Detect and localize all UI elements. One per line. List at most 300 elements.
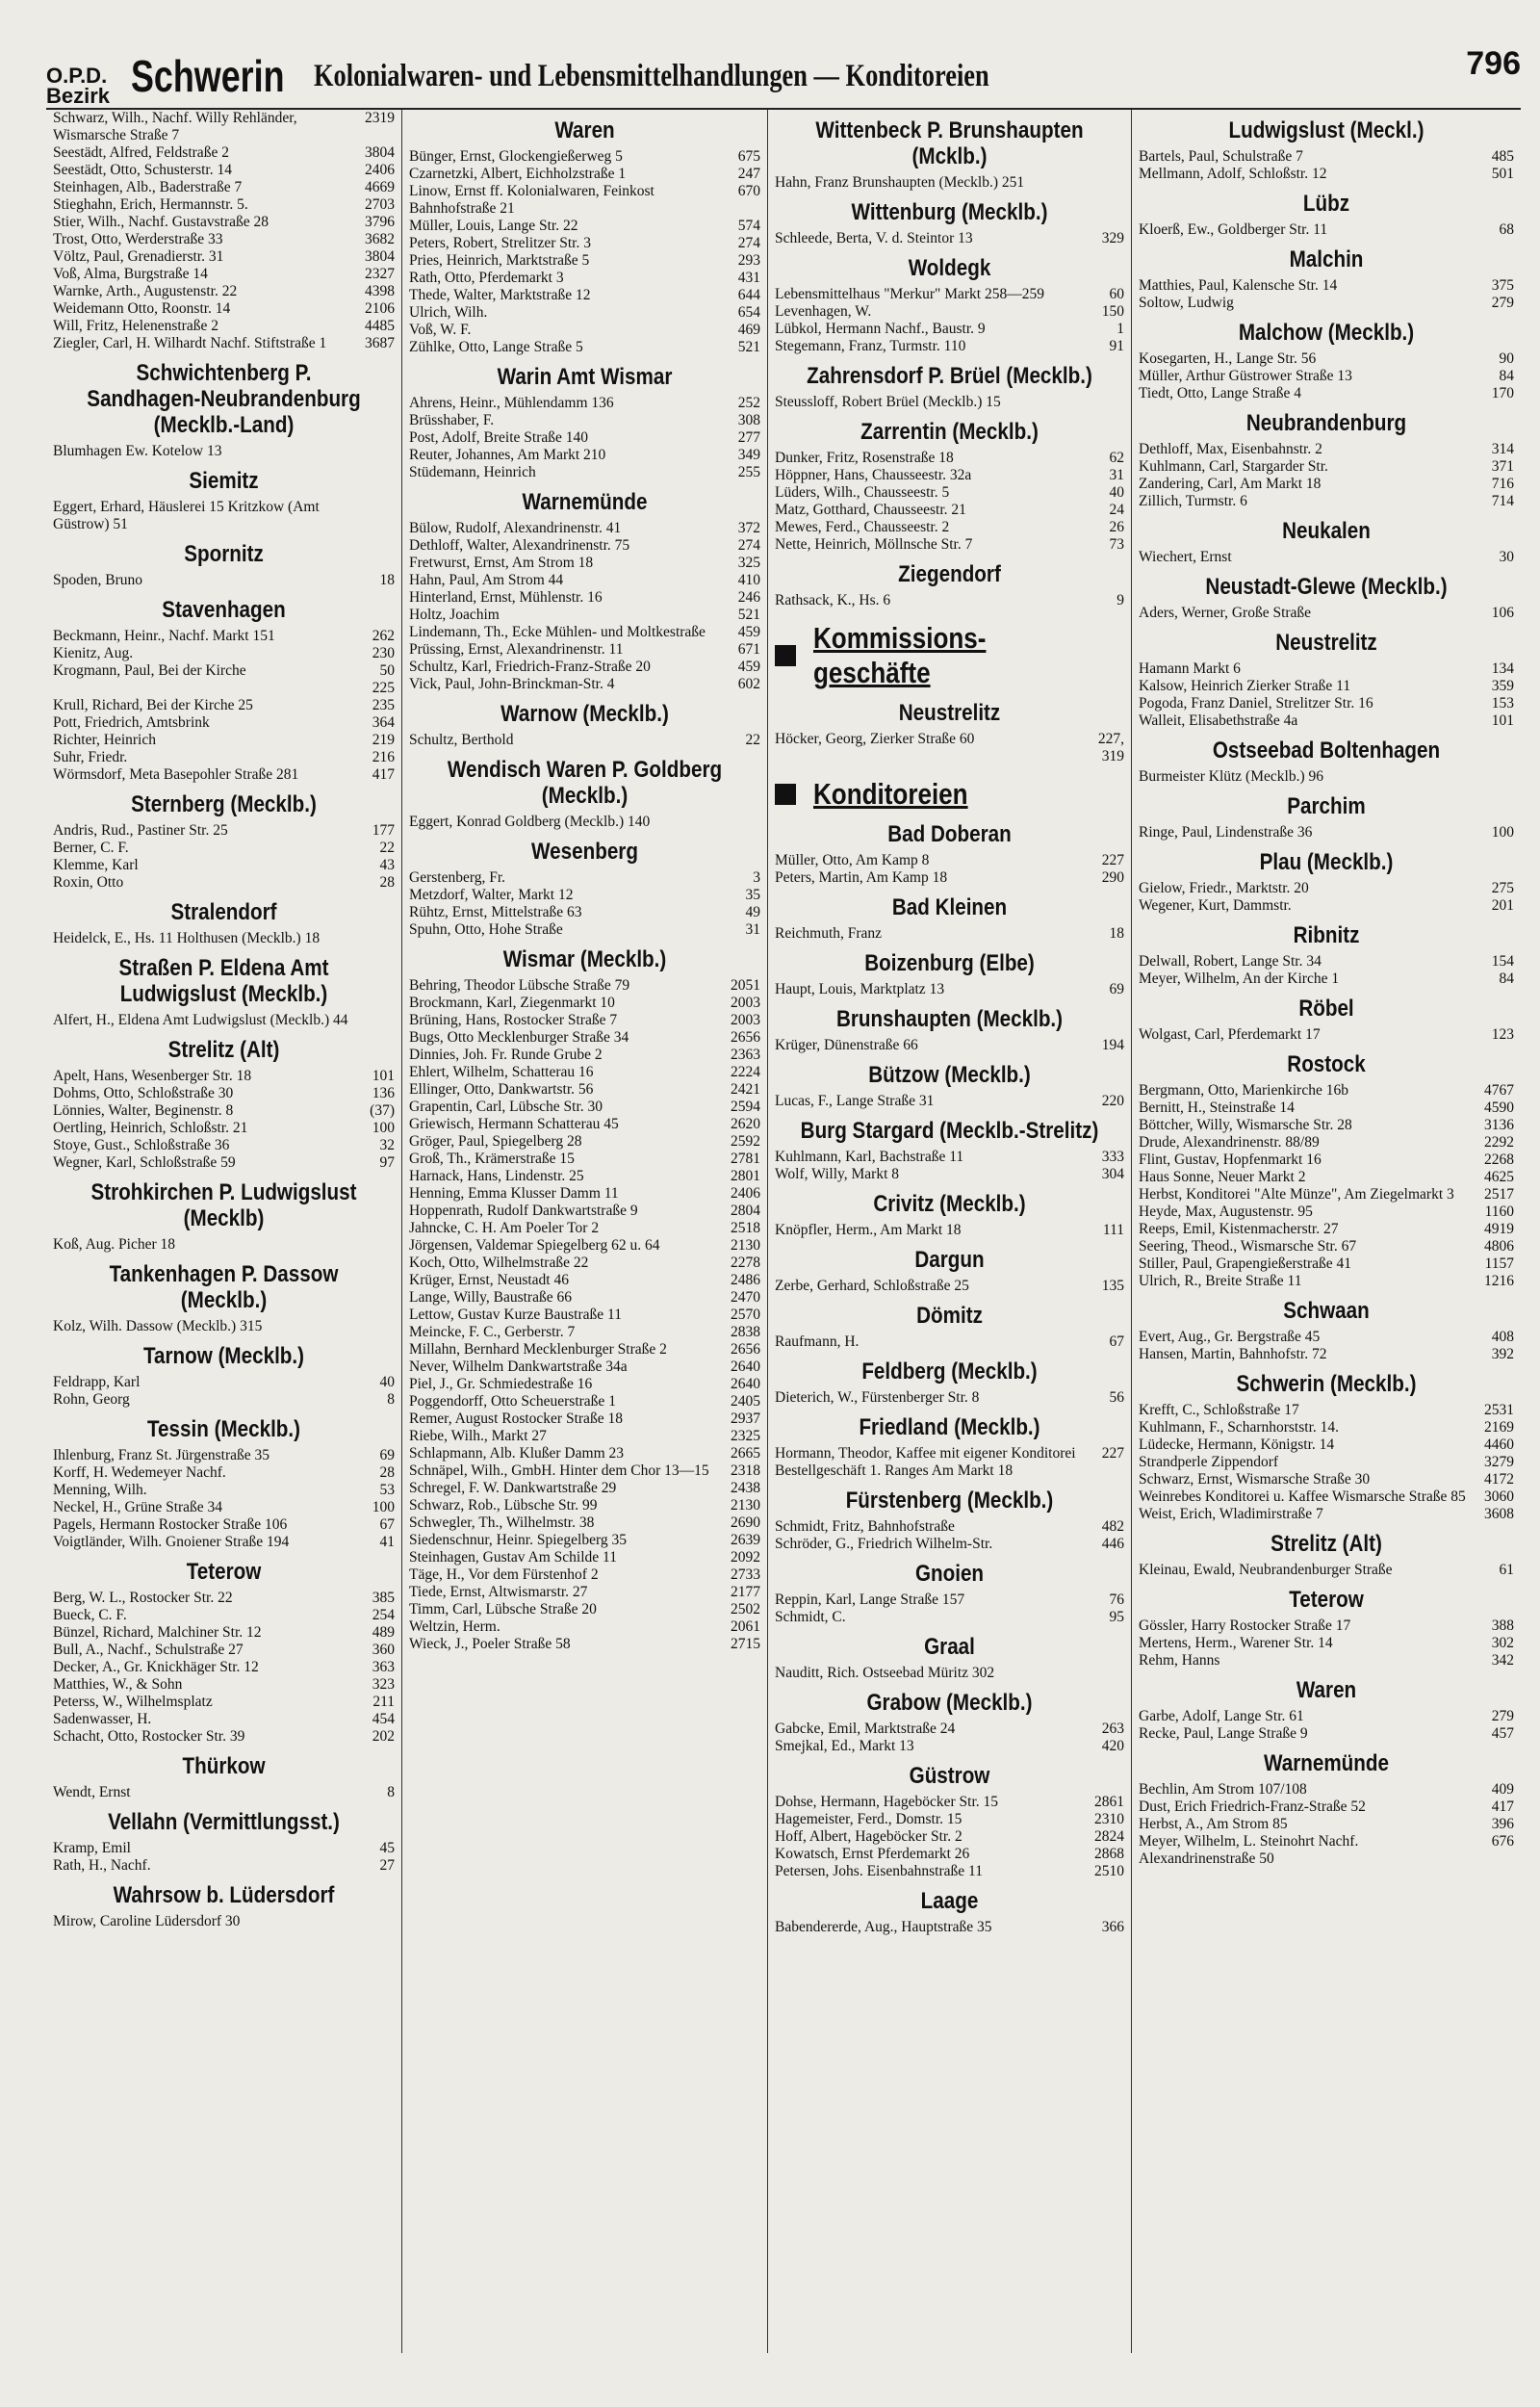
directory-entry xyxy=(409,1601,760,1618)
entry-name: Zerbe, Gerhard, Schloßstraße 25 xyxy=(775,1278,969,1294)
town-heading: Tarnow (Mecklb.) xyxy=(142,1343,305,1369)
entry-name: Warnke, Arth., Augustenstr. 22 xyxy=(53,283,238,299)
town-heading: Boizenburg (Elbe) xyxy=(864,950,1035,976)
entry-name: Koß, Aug. Picher 18 xyxy=(53,1236,176,1253)
entry-phone: 4460 xyxy=(1484,1436,1514,1453)
entry-phone: 469 xyxy=(737,322,760,338)
entry-phone: 31 xyxy=(1109,467,1124,483)
entry-name: Reppin, Karl, Lange Straße 157 xyxy=(775,1592,965,1608)
directory-entry xyxy=(53,1499,395,1516)
entry-name: Haus Sonne, Neuer Markt 2 xyxy=(1139,1169,1306,1185)
entry-name: Kienitz, Aug. xyxy=(53,645,134,661)
directory-entry xyxy=(1139,476,1514,493)
directory-entry xyxy=(775,450,1124,467)
entry-phone: 73 xyxy=(1109,536,1124,553)
entry-phone: 2868 xyxy=(1094,1846,1124,1862)
entry-phone: 4767 xyxy=(1484,1082,1514,1099)
entry-phone: 2061 xyxy=(731,1618,760,1635)
directory-entry xyxy=(53,266,395,283)
directory-entry xyxy=(1139,1026,1514,1044)
town-heading: Stavenhagen xyxy=(162,597,286,623)
directory-entry xyxy=(1139,1238,1514,1255)
directory-entry xyxy=(409,1116,760,1133)
entry-name: Peterss, W., Wilhelmsplatz xyxy=(53,1694,213,1710)
entry-phone: 4485 xyxy=(365,318,395,334)
directory-entry xyxy=(1139,441,1514,458)
entry-name: Menning, Wilh. xyxy=(53,1482,147,1498)
entry-phone: 385 xyxy=(372,1590,395,1606)
directory-entry xyxy=(1139,350,1514,368)
town-heading: Güstrow xyxy=(909,1763,990,1789)
directory-entry xyxy=(775,925,1124,943)
town-heading: Brunshaupten (Mecklb.) xyxy=(835,1006,1064,1032)
directory-entry xyxy=(409,1376,760,1393)
directory-entry xyxy=(1139,1471,1514,1488)
entry-name: Blumhagen Ew. Kotelow 13 xyxy=(53,443,222,459)
entry-phone: 290 xyxy=(1101,869,1124,886)
town-heading: Burg Stargard (Mecklb.-Strelitz) xyxy=(800,1118,1099,1144)
town-heading: Schwaan xyxy=(1283,1298,1370,1324)
directory-entry xyxy=(1139,660,1514,678)
entry-name: Pries, Heinrich, Marktstraße 5 xyxy=(409,252,590,269)
directory-entry xyxy=(775,1166,1124,1183)
directory-entry xyxy=(775,1222,1124,1239)
directory-entry xyxy=(409,1480,760,1497)
entry-phone: 22 xyxy=(379,840,395,856)
entry-name: Gielow, Friedr., Marktstr. 20 xyxy=(1139,880,1309,896)
entry-phone: 30 xyxy=(1499,549,1514,565)
directory-entry xyxy=(53,930,395,947)
entry-phone: 2406 xyxy=(731,1185,760,1202)
directory-entry xyxy=(53,1236,395,1254)
entry-name: Stegemann, Franz, Turmstr. 110 xyxy=(775,338,966,354)
entry-phone: 670 xyxy=(737,183,760,199)
entry-phone: 359 xyxy=(1491,678,1514,694)
entry-name: Wendt, Ernst xyxy=(53,1784,131,1800)
entry-name: Bechlin, Am Strom 107/108 xyxy=(1139,1781,1307,1798)
directory-entry xyxy=(409,1185,760,1203)
directory-entry xyxy=(53,1068,395,1085)
entry-phone: 360 xyxy=(372,1642,395,1658)
entry-name: Drude, Alexandrinenstr. 88/89 xyxy=(1139,1134,1320,1151)
town-heading: Waren xyxy=(1296,1677,1357,1703)
directory-entry xyxy=(53,196,395,214)
entry-name: Zandering, Carl, Am Markt 18 xyxy=(1139,476,1322,492)
directory-entry xyxy=(1139,1402,1514,1419)
directory-entry xyxy=(409,814,760,831)
entry-name: Berner, C. F. xyxy=(53,840,129,856)
section-heading xyxy=(775,777,1124,812)
directory-entry xyxy=(775,1518,1124,1536)
entry-name: Schmidt, Fritz, Bahnhofstraße xyxy=(775,1518,955,1535)
directory-entry xyxy=(409,1289,760,1307)
entry-phone: 2106 xyxy=(365,300,395,317)
entry-phone: 2824 xyxy=(1094,1828,1124,1845)
entry-phone: 227, 319 xyxy=(1097,731,1124,764)
entry-name: Fretwurst, Ernst, Am Strom 18 xyxy=(409,555,594,571)
entry-name: Krefft, C., Schloßstraße 17 xyxy=(1139,1402,1299,1418)
directory-entry xyxy=(53,1642,395,1659)
page-title: Kolonialwaren- und Lebensmittelhandlungen — Konditoreien xyxy=(314,59,989,93)
directory-entry xyxy=(775,1846,1124,1863)
directory-entry xyxy=(53,144,395,162)
entry-phone: 574 xyxy=(737,218,760,234)
entry-phone: 106 xyxy=(1491,605,1514,621)
directory-entry xyxy=(409,1255,760,1272)
entry-phone: 2656 xyxy=(731,1341,760,1358)
entry-phone: 2318 xyxy=(731,1462,760,1479)
entry-phone: 2310 xyxy=(1094,1811,1124,1827)
directory-entry xyxy=(1139,1635,1514,1652)
directory-entry xyxy=(775,1919,1124,1936)
directory-entry xyxy=(409,921,760,939)
directory-entry xyxy=(409,572,760,589)
directory-entry xyxy=(53,749,395,766)
directory-entry xyxy=(775,1389,1124,1407)
directory-entry xyxy=(1139,1117,1514,1134)
directory-entry xyxy=(1139,277,1514,295)
entry-name: Kloerß, Ew., Goldberger Str. 11 xyxy=(1139,221,1328,238)
entry-name: Kalsow, Heinrich Zierker Straße 11 xyxy=(1139,678,1351,694)
directory-entry xyxy=(1139,493,1514,510)
entry-phone: 18 xyxy=(379,572,395,588)
entry-phone: 60 xyxy=(1109,286,1124,302)
entry-name: Mertens, Herm., Warener Str. 14 xyxy=(1139,1635,1333,1651)
entry-phone: 8 xyxy=(387,1391,395,1408)
entry-phone: 2268 xyxy=(1484,1152,1514,1168)
entry-phone: 4919 xyxy=(1484,1221,1514,1237)
entry-name: Wolgast, Carl, Pferdemarkt 17 xyxy=(1139,1026,1321,1043)
entry-name: Kolz, Wilh. Dassow (Mecklb.) 315 xyxy=(53,1318,263,1334)
directory-entry xyxy=(409,887,760,904)
entry-name: Linow, Ernst ff. Kolonialwaren, Feinkost Bahnhofstraße 21 xyxy=(409,183,654,217)
entry-phone: 252 xyxy=(737,395,760,411)
directory-entry xyxy=(409,1341,760,1359)
entry-name: Krogmann, Paul, Bei der Kirche xyxy=(53,662,246,679)
town-heading: Warin Amt Wismar xyxy=(497,364,673,390)
directory-entry xyxy=(1139,971,1514,988)
entry-phone: 43 xyxy=(379,857,395,873)
entry-phone: 246 xyxy=(737,589,760,606)
entry-phone: 274 xyxy=(737,235,760,251)
directory-entry xyxy=(409,904,760,921)
entry-name: Lucas, F., Lange Straße 31 xyxy=(775,1093,935,1109)
town-heading: Rostock xyxy=(1287,1051,1366,1077)
town-heading: Tankenhagen P. Dassow (Mecklb.) xyxy=(109,1261,339,1313)
entry-phone: 366 xyxy=(1101,1919,1124,1935)
directory-entry xyxy=(775,467,1124,484)
directory-entry xyxy=(1139,166,1514,183)
district-label: O.P.D. Bezirk xyxy=(46,64,111,108)
entry-phone: 2169 xyxy=(1484,1419,1514,1436)
directory-entry xyxy=(775,1093,1124,1110)
entry-phone: 123 xyxy=(1491,1026,1514,1043)
town-heading: Dömitz xyxy=(916,1303,983,1329)
town-heading: Strelitz (Alt) xyxy=(1270,1531,1382,1557)
entry-phone: 3682 xyxy=(365,231,395,247)
directory-entry xyxy=(409,287,760,304)
directory-entry xyxy=(1139,678,1514,695)
entry-name: Haupt, Louis, Marktplatz 13 xyxy=(775,981,945,997)
entry-phone: 375 xyxy=(1491,277,1514,294)
entry-name: Never, Wilhelm Dankwartstraße 34a xyxy=(409,1359,628,1375)
entry-phone: 325 xyxy=(737,555,760,571)
page-number: 796 xyxy=(1466,45,1521,82)
section-label: Kommissions- geschäfte xyxy=(813,621,987,689)
entry-name: Stiller, Paul, Grapengießerstraße 41 xyxy=(1139,1255,1352,1272)
directory-entry xyxy=(775,1445,1124,1480)
directory-entry xyxy=(409,1636,760,1653)
entry-phone: 91 xyxy=(1109,338,1124,354)
entry-name: Brockmann, Karl, Ziegenmarkt 10 xyxy=(409,995,615,1011)
entry-phone: 342 xyxy=(1491,1652,1514,1669)
entry-name: Apelt, Hans, Wesenberger Str. 18 xyxy=(53,1068,252,1084)
directory-entry xyxy=(1139,1186,1514,1204)
entry-name: Aders, Werner, Große Straße xyxy=(1139,605,1312,621)
directory-entry xyxy=(775,286,1124,303)
entry-phone: 194 xyxy=(1101,1037,1124,1053)
directory-entry xyxy=(409,555,760,572)
entry-name: Hansen, Martin, Bahnhofstr. 72 xyxy=(1139,1346,1327,1362)
entry-name: Reichmuth, Franz xyxy=(775,925,883,942)
entry-name: Babendererde, Aug., Hauptstraße 35 xyxy=(775,1919,992,1935)
entry-phone: 2937 xyxy=(731,1411,760,1427)
directory-entry xyxy=(775,981,1124,998)
directory-entry xyxy=(409,1081,760,1099)
directory-entry xyxy=(409,1549,760,1566)
directory-entry xyxy=(409,1566,760,1584)
directory-entry xyxy=(1139,1725,1514,1743)
entry-name: Lettow, Gustav Kurze Baustraße 11 xyxy=(409,1307,622,1323)
directory-entry xyxy=(1139,221,1514,239)
entry-name: Hahn, Franz Brunshaupten (Mecklb.) 251 xyxy=(775,174,1025,191)
entry-name: Meyer, Wilhelm, An der Kirche 1 xyxy=(1139,971,1340,987)
directory-entry xyxy=(409,1203,760,1220)
entry-name: Flint, Gustav, Hopfenmarkt 16 xyxy=(1139,1152,1322,1168)
directory-entry xyxy=(1139,1652,1514,1669)
directory-entry xyxy=(409,447,760,464)
directory-entry xyxy=(1139,880,1514,897)
entry-phone: 68 xyxy=(1499,221,1514,238)
entry-name: Schlapmann, Alb. Klußer Damm 23 xyxy=(409,1445,624,1462)
town-heading: Schwichtenberg P. Sandhagen-Neubrandenburg (Mecklb.-Land) xyxy=(87,360,361,438)
entry-name: Garbe, Adolf, Lange Str. 61 xyxy=(1139,1708,1304,1724)
entry-name: Wiechert, Ernst xyxy=(1139,549,1232,565)
entry-phone: 2640 xyxy=(731,1376,760,1392)
entry-name: Wegner, Karl, Schloßstraße 59 xyxy=(53,1154,236,1171)
directory-entry xyxy=(409,1133,760,1151)
directory-entry xyxy=(53,1624,395,1642)
town-heading: Grabow (Mecklb.) xyxy=(866,1690,1033,1716)
directory-entry xyxy=(1139,1436,1514,1454)
directory-entry xyxy=(409,1029,760,1047)
directory-entry xyxy=(53,1374,395,1391)
directory-entry xyxy=(409,218,760,235)
directory-entry xyxy=(53,1012,395,1029)
entry-phone: 216 xyxy=(372,749,395,765)
directory-entry xyxy=(775,1149,1124,1166)
entry-phone: 2406 xyxy=(365,162,395,178)
directory-entry xyxy=(1139,1346,1514,1363)
entry-phone: 202 xyxy=(372,1728,395,1745)
entry-phone: 371 xyxy=(1491,458,1514,475)
entry-phone: 2690 xyxy=(731,1514,760,1531)
entry-phone: 4398 xyxy=(365,283,395,299)
town-heading: Ludwigslust (Meckl.) xyxy=(1228,117,1424,143)
town-heading: Wahrsow b. Lüdersdorf xyxy=(113,1882,335,1908)
entry-name: Thede, Walter, Marktstraße 12 xyxy=(409,287,591,303)
directory-entry xyxy=(1139,1618,1514,1635)
entry-phone xyxy=(350,499,395,533)
entry-name: Kleinau, Ewald, Neubrandenburger Straße xyxy=(1139,1562,1393,1578)
entry-name: Poggendorff, Otto Scheuerstraße 1 xyxy=(409,1393,616,1410)
entry-name: Bernitt, H., Steinstraße 14 xyxy=(1139,1100,1295,1116)
directory-entry xyxy=(775,869,1124,887)
entry-phone: 49 xyxy=(745,904,760,920)
entry-phone: 459 xyxy=(737,624,760,640)
entry-name: Krull, Richard, Bei der Kirche 25 xyxy=(53,697,253,713)
entry-phone: 254 xyxy=(372,1607,395,1623)
entry-phone: 420 xyxy=(1101,1738,1124,1754)
town-heading: Teterow xyxy=(186,1559,262,1585)
directory-entry xyxy=(1139,824,1514,841)
entry-name: Walleit, Elisabethstraße 4a xyxy=(1139,712,1298,729)
entry-phone: 235 xyxy=(372,697,395,713)
directory-entry xyxy=(53,1694,395,1711)
directory-entry xyxy=(775,852,1124,869)
directory-entry xyxy=(53,874,395,892)
entry-name: Müller, Arthur Güstrower Straße 13 xyxy=(1139,368,1352,384)
entry-name: Hagemeister, Ferd., Domstr. 15 xyxy=(775,1811,962,1827)
entry-name: Oertling, Heinrich, Schloßstr. 21 xyxy=(53,1120,248,1136)
entry-name: Stieghahn, Erich, Hermannstr. 5. xyxy=(53,196,248,213)
entry-name: Schmidt, C. xyxy=(775,1609,846,1625)
directory-entry xyxy=(53,1102,395,1120)
directory-entry xyxy=(53,1711,395,1728)
directory-entry xyxy=(1139,953,1514,971)
directory-entry xyxy=(1139,1329,1514,1346)
directory-entry xyxy=(1139,1454,1514,1471)
town-heading: Zahrensdorf P. Brüel (Mecklb.) xyxy=(807,363,1092,389)
entry-phone: 255 xyxy=(737,464,760,480)
entry-name: Ellinger, Otto, Dankwartstr. 56 xyxy=(409,1081,594,1098)
town-heading: Tessin (Mecklb.) xyxy=(146,1416,301,1442)
directory-entry xyxy=(409,1428,760,1445)
directory-entry xyxy=(53,1318,395,1335)
directory-entry xyxy=(409,676,760,693)
entry-phone: 53 xyxy=(379,1482,395,1498)
directory-entry xyxy=(775,502,1124,519)
directory-entry xyxy=(53,628,395,645)
entry-phone: 2656 xyxy=(731,1029,760,1046)
entry-phone: 40 xyxy=(379,1374,395,1390)
directory-entry xyxy=(53,1913,395,1930)
entry-phone: 501 xyxy=(1491,166,1514,182)
town-heading: Bützow (Mecklb.) xyxy=(868,1062,1031,1088)
entry-phone: 602 xyxy=(737,676,760,692)
town-heading: Vellahn (Vermittlungsst.) xyxy=(108,1809,340,1835)
entry-phone: 100 xyxy=(372,1120,395,1136)
directory-entry xyxy=(1139,1255,1514,1273)
directory-entry xyxy=(53,1391,395,1409)
entry-name: Bartels, Paul, Schulstraße 7 xyxy=(1139,148,1303,165)
entry-name: Höcker, Georg, Zierker Straße 60 xyxy=(775,731,975,747)
directory-entry xyxy=(409,235,760,252)
directory-entry xyxy=(53,162,395,179)
town-heading: Waren xyxy=(554,117,615,143)
entry-name: Siedenschnur, Heinr. Spiegelberg 35 xyxy=(409,1532,627,1548)
entry-name: Klemme, Karl xyxy=(53,857,139,873)
entry-phone: 219 xyxy=(372,732,395,748)
entry-name: Lüdecke, Hermann, Königstr. 14 xyxy=(1139,1436,1335,1453)
entry-phone: 135 xyxy=(1101,1278,1124,1294)
entry-phone: 396 xyxy=(1491,1816,1514,1832)
entry-name: Decker, A., Gr. Knickhäger Str. 12 xyxy=(53,1659,259,1675)
town-heading: Parchim xyxy=(1287,793,1366,819)
entry-phone: 2130 xyxy=(731,1497,760,1514)
directory-entry xyxy=(409,339,760,356)
directory-entry xyxy=(53,110,395,144)
entry-phone: 417 xyxy=(372,766,395,783)
entry-phone: 227 xyxy=(1101,852,1124,868)
entry-phone: 2292 xyxy=(1484,1134,1514,1151)
section-square-icon xyxy=(775,784,796,805)
town-heading: Malchow (Mecklb.) xyxy=(1238,320,1415,346)
entry-name: Prüssing, Ernst, Alexandrinenstr. 11 xyxy=(409,641,624,658)
town-heading: Warnemünde xyxy=(1264,1750,1389,1776)
directory-entry xyxy=(53,1784,395,1801)
entry-phone: 101 xyxy=(372,1068,395,1084)
entry-name: Ihlenburg, Franz St. Jürgenstraße 35 xyxy=(53,1447,270,1463)
town-heading: Wendisch Waren P. Goldberg (Mecklb.) xyxy=(447,757,723,809)
entry-name: Czarnetzki, Albert, Eichholzstraße 1 xyxy=(409,166,627,182)
directory-entry xyxy=(53,662,395,697)
entry-phone: 76 xyxy=(1109,1592,1124,1608)
entry-phone: 1 xyxy=(1116,321,1124,337)
entry-name: Matz, Gotthard, Chausseestr. 21 xyxy=(775,502,966,518)
entry-phone: 4669 xyxy=(365,179,395,195)
entry-name: Kuhlmann, Karl, Bachstraße 11 xyxy=(775,1149,964,1165)
directory-entry xyxy=(53,1464,395,1482)
entry-name: Petersen, Johs. Eisenbahnstraße 11 xyxy=(775,1863,983,1879)
directory-entry xyxy=(409,304,760,322)
entry-phone: 3687 xyxy=(365,335,395,351)
entry-name: Sadenwasser, H. xyxy=(53,1711,152,1727)
entry-name: Schwegler, Th., Wilhelmstr. 38 xyxy=(409,1514,595,1531)
entry-phone: 2781 xyxy=(731,1151,760,1167)
entry-name: Trost, Otto, Werderstraße 33 xyxy=(53,231,223,247)
entry-phone: 459 xyxy=(737,659,760,675)
town-heading: Plau (Mecklb.) xyxy=(1259,849,1394,875)
entry-name: Nauditt, Rich. Ostseebad Müritz 302 xyxy=(775,1665,995,1681)
entry-phone: 2733 xyxy=(731,1566,760,1583)
entry-name: Smejkal, Ed., Markt 13 xyxy=(775,1738,914,1754)
entry-phone xyxy=(716,814,760,831)
directory-entry xyxy=(775,1811,1124,1828)
entry-phone: 2325 xyxy=(731,1428,760,1444)
directory-entry xyxy=(775,1665,1124,1682)
entry-name: Ulrich, Wilh. xyxy=(409,304,488,321)
entry-name: Suhr, Friedr. xyxy=(53,749,128,765)
directory-entry xyxy=(775,174,1124,192)
directory-entry xyxy=(53,499,395,533)
town-heading: Thürkow xyxy=(182,1753,266,1779)
entry-name: Berg, W. L., Rostocker Str. 22 xyxy=(53,1590,233,1606)
page-header xyxy=(46,45,1521,110)
entry-phone: 3 xyxy=(753,869,760,886)
entry-phone: 293 xyxy=(737,252,760,269)
entry-name: Gröger, Paul, Spiegelberg 28 xyxy=(409,1133,582,1150)
